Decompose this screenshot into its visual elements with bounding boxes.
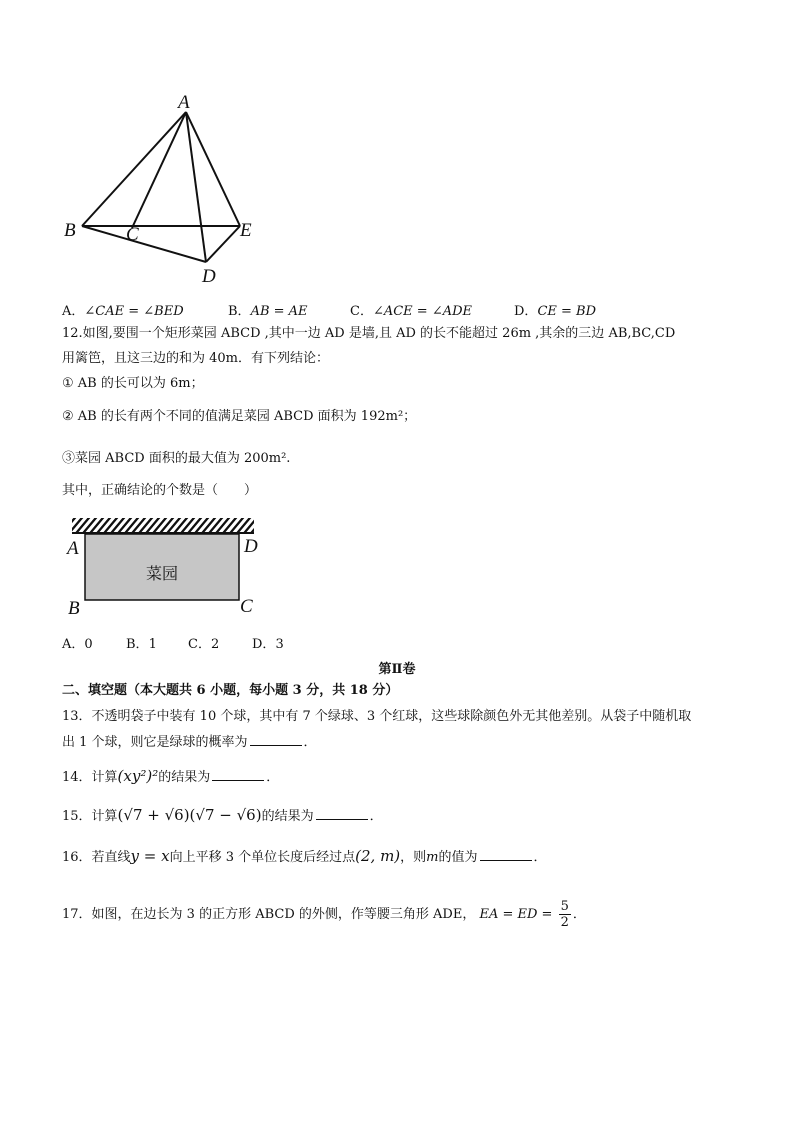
garden-label: 菜园: [146, 564, 179, 583]
label-C: C: [126, 224, 139, 245]
q12-option-d[interactable]: D．3: [252, 637, 284, 652]
segment-AB: [82, 112, 186, 226]
section2-title: 二、填空题（本大题共 6 小题，每小题 3 分，共 18 分）: [62, 683, 399, 698]
segment-AC: [132, 112, 186, 228]
garden-label-C: C: [240, 596, 253, 617]
q12-option-b[interactable]: B．1: [126, 637, 157, 652]
q15-answer-blank[interactable]: [316, 807, 368, 820]
garden-label-D: D: [244, 536, 258, 557]
q11-option-d[interactable]: D．CE = BD: [514, 304, 597, 319]
q17: 17．如图，在边长为 3 的正方形 ABCD 的外侧，作等腰三角形 ADE， EA = ED = $\frac{5}{2}$ ．: [62, 899, 586, 930]
q15: 15．计算(√7 + √6)(√7 − √6)的结果为 ．: [62, 806, 383, 824]
q13-answer-blank[interactable]: [250, 733, 302, 746]
label-B: B: [64, 220, 76, 241]
q12-line1: 12.如图,要围一个矩形菜园 ABCD ,其中一边 AD 是墙,且 AD 的长不能超过 26m ,其余的三边 AB,BC,CD: [62, 326, 676, 341]
q17-fraction: $\frac{5}{2}$: [560, 899, 569, 930]
q16-answer-blank[interactable]: [480, 848, 532, 861]
q11-option-a[interactable]: A．∠CAE = ∠BED: [62, 304, 184, 319]
q14-expression: (xy²)²: [117, 767, 159, 785]
q12-line2: 用篱笆，且这三边的和为 40m．有下列结论：: [62, 351, 330, 366]
q12-conclusion-1: ① AB 的长可以为 6m；: [62, 376, 204, 391]
garden-label-A: A: [67, 538, 79, 559]
label-E: E: [240, 220, 252, 241]
label-D: D: [202, 266, 216, 287]
q12-question: 其中，正确结论的个数是（ ）: [62, 483, 258, 498]
q16-line-equation: y = x: [130, 847, 170, 865]
q15-expression: (√7 + √6)(√7 − √6): [117, 806, 262, 824]
q11-option-b[interactable]: B．AB = AE: [228, 304, 308, 319]
q14-answer-blank[interactable]: [212, 768, 264, 781]
part2-title: 第Ⅱ卷: [378, 662, 416, 677]
q14: 14．计算(xy²)²的结果为 ．: [62, 767, 280, 785]
wall-hatch: [72, 518, 254, 532]
q12-option-c[interactable]: C．2: [188, 637, 220, 652]
segment-DE: [206, 226, 240, 262]
q13-line2: 出 1 个球，则它是绿球的概率为 ．: [62, 735, 317, 750]
q12-option-a[interactable]: A．0: [62, 637, 93, 652]
q12-conclusion-2: ② AB 的长有两个不同的值满足菜园 ABCD 面积为 192m²；: [62, 409, 417, 424]
figure-triangles: [60, 90, 270, 290]
q16: 16．若直线y = x向上平移 3 个单位长度后经过点(2, m)，则m的值为 ．: [62, 847, 547, 865]
q12-conclusion-3: ③菜园 ABCD 面积的最大值为 200m².: [62, 451, 291, 466]
label-A: A: [178, 92, 190, 113]
q16-point: (2, m): [355, 847, 401, 865]
garden-label-B: B: [68, 598, 80, 619]
q11-option-c[interactable]: C．∠ACE = ∠ADE: [350, 304, 473, 319]
q13-line1: 13．不透明袋子中装有 10 个球，其中有 7 个绿球、3 个红球，这些球除颜色外无其他差别。从袋子中随机取: [62, 709, 692, 724]
segment-BD: [82, 226, 206, 262]
